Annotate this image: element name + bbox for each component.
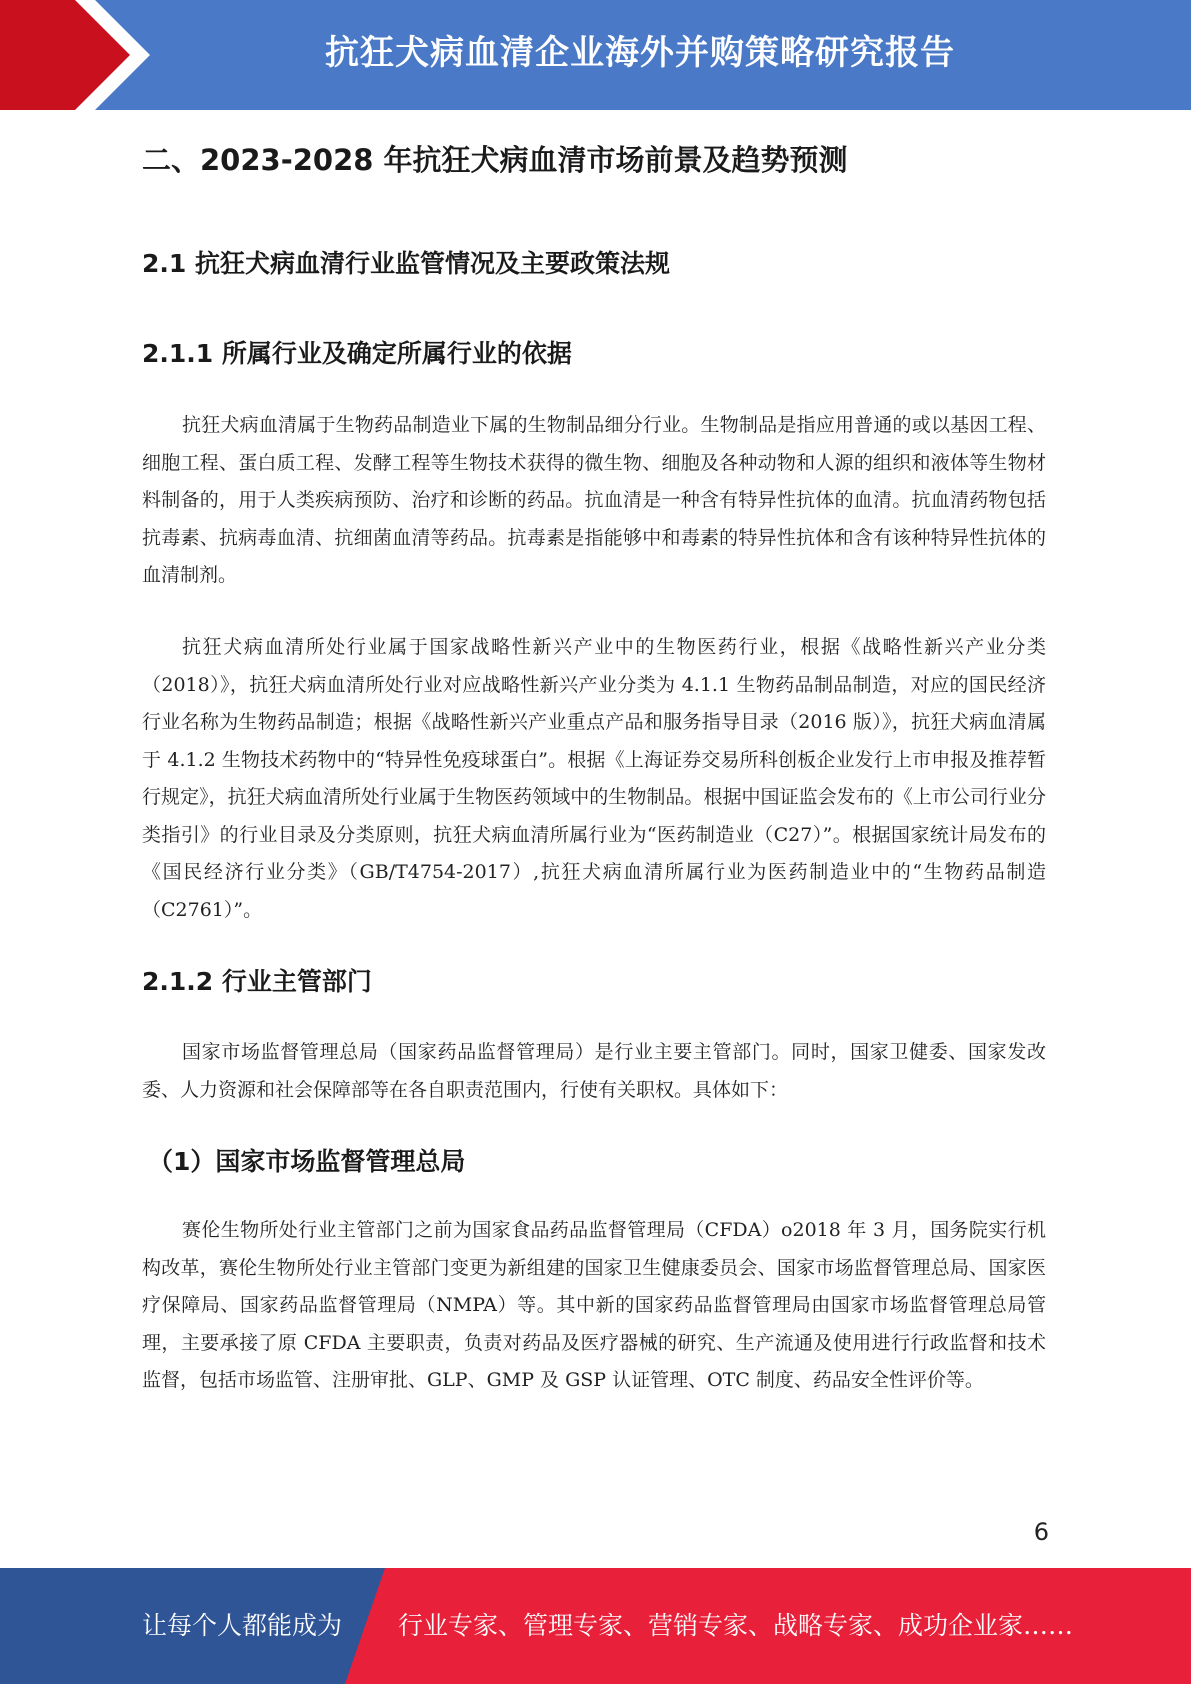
footer-slogan-right: 行业专家、管理专家、营销专家、战略专家、成功企业家……	[398, 1611, 1074, 1640]
section-heading: 二、2023-2028 年抗狂犬病血清市场前景及趋势预测	[142, 143, 848, 177]
report-title: 抗狂犬病血清企业海外并购策略研究报告	[325, 33, 955, 73]
paragraph-regulators: 国家市场监督管理总局（国家药品监督管理局）是行业主要主管部门。同时，国家卫健委、国家发改委、人力资源和社会保障部等在各自职责范围内，行使有关职权。具体如下：	[142, 1041, 1046, 1101]
paragraph-industry-basis: 抗狂犬病血清所处行业属于国家战略性新兴产业中的生物医药行业，根据《战略性新兴产业分类（2018）》，抗狂犬病血清所处行业对应战略性新兴产业分类为 4.1.1 生物药品制品制造，对应的国民经济行业名称为生物药品制造；根据《战略性新兴产业重点产品和服务指导目录（2016 版）》，抗狂犬病血清属于 4.1.2 生物技术药物中的“特异性免疫球蛋白”。根据《上海证券交易所科创板企业发行上市申报及推荐暂行规定》，抗狂犬病血清所处行业属于生物医药领域中的生物制品。根据中国证监会发布的《上市公司行业分类指引》的行业目录及分类原则，抗狂犬病血清所属行业为“医药制造业（C27）”。根据国家统计局发布的《国民经济行业分类》（GB/T4754-2017）,抗狂犬病血清所属行业为医药制造业中的“生物药品制造（C2761）”。	[142, 636, 1046, 921]
page-header	[0, 0, 1191, 110]
page-footer	[0, 1568, 1191, 1684]
page-number: 6	[1033, 1518, 1049, 1546]
paragraph-industry-classification: 抗狂犬病血清属于生物药品制造业下属的生物制品细分行业。生物制品是指应用普通的或以基因工程、细胞工程、蛋白质工程、发酵工程等生物技术获得的微生物、细胞及各种动物和人源的组织和液体等生物材料制备的，用于人类疾病预防、治疗和诊断的药品。抗血清是一种含有特异性抗体的血清。抗血清药物包括抗毒素、抗病毒血清、抗细菌血清等药品。抗毒素是指能够中和毒素的特异性抗体和含有该种特异性抗体的血清制剂。	[142, 414, 1046, 586]
paragraph-samr: 赛伦生物所处行业主管部门之前为国家食品药品监督管理局（CFDA）o2018 年 3 月，国务院实行机构改革，赛伦生物所处行业主管部门变更为新组建的国家卫生健康委员会、国家市场监督管理总局、国家医疗保障局、国家药品监督管理局（NMPA）等。其中新的国家药品监督管理局由国家市场监督管理总局管理，主要承接了原 CFDA 主要职责，负责对药品及医疗器械的研究、生产流通及使用进行行政监督和技术监督，包括市场监管、注册审批、GLP、GMP 及 GSP 认证管理、OTC 制度、药品安全性评价等。	[142, 1219, 1046, 1391]
footer-slogan-left: 让每个人都能成为	[142, 1611, 343, 1640]
subsection-heading-2-1-2: 2.1.2 行业主管部门	[142, 967, 372, 996]
subsection-heading-2-1: 2.1 抗狂犬病血清行业监管情况及主要政策法规	[142, 249, 670, 278]
subsection-heading-2-1-1: 2.1.1 所属行业及确定所属行业的依据	[142, 339, 572, 368]
item-heading-1: （1）国家市场监督管理总局	[148, 1147, 466, 1176]
